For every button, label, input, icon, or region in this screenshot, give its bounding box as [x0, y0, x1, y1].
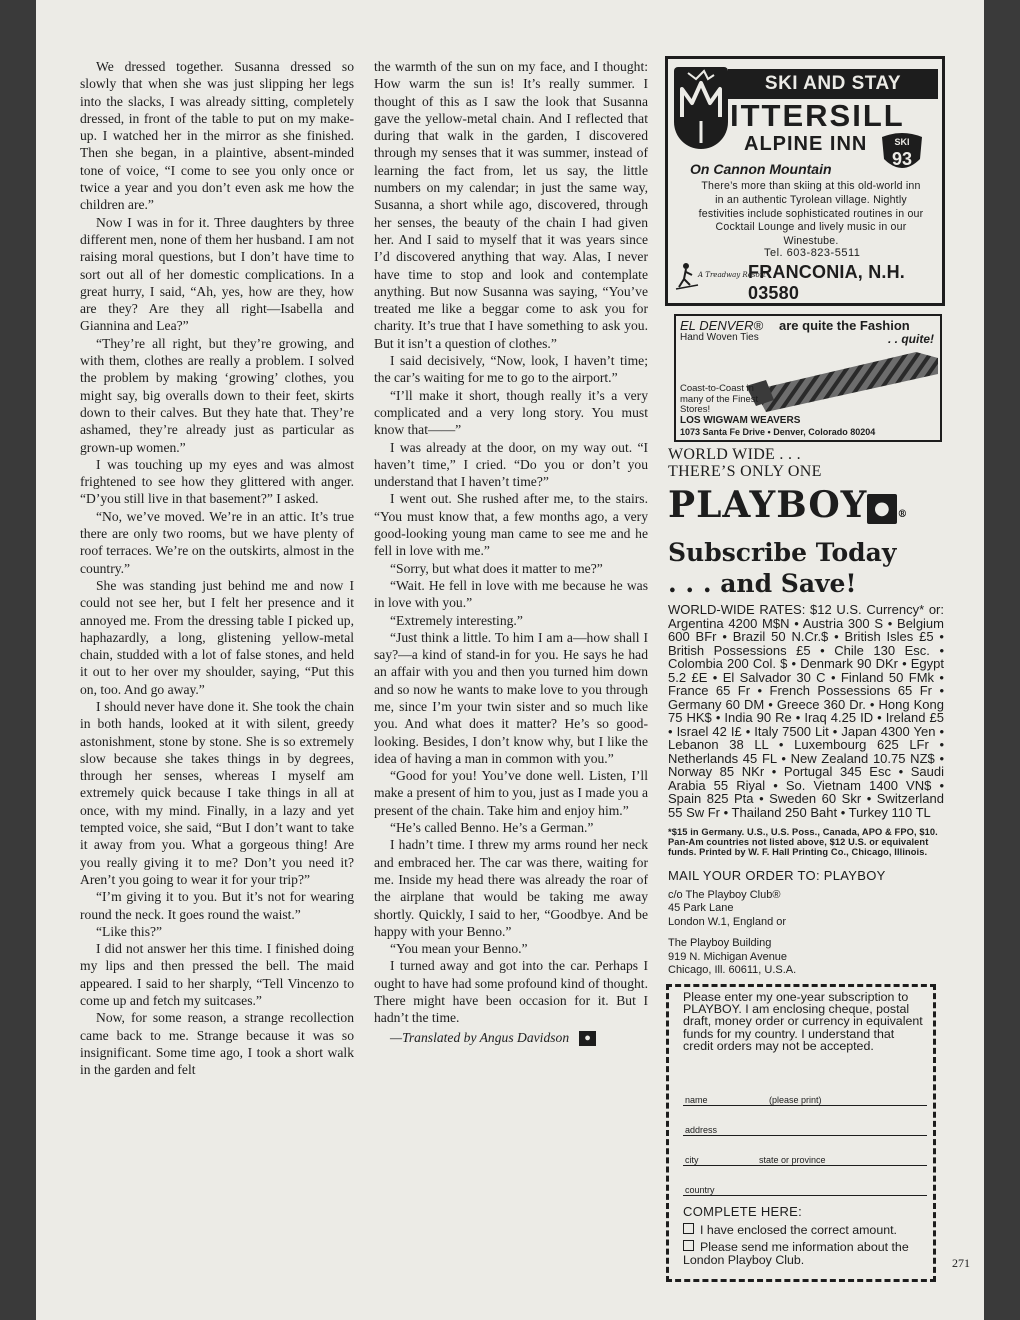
rates-footnote: *$15 in Germany. U.S., U.S. Poss., Canada, APO & FPO, $10. Pan-Am countries not listed above, $12 U.S. or equivalent funds. Printed by W. F. Hall Printing Co., Chicago, Illinois.: [668, 827, 938, 858]
paragraph: “He’s called Benno. He’s a German.”: [390, 820, 594, 836]
paragraph: “You mean your Benno.”: [390, 941, 528, 957]
paragraph: I was touching up my eyes and was almost frightened to see how they glittered with anger. “D’you still live in that basement?” I asked.: [80, 456, 354, 507]
paragraph: I turned away and got into the car. Perhaps I ought to have had some profound kind of thought. There might have been occasion for it. But I hadn’t the time.: [374, 958, 648, 1026]
paragraph: I should never have done it. She took the chain in both hands, looked at it with silent, greedy astonishment, stone by stone. She is so extremely slow because she takes things in by degrees, through her senses, whereas I myself am extremely quick because I take things in all at once, with my mind. Finally, in a lazy and yet tempted voice, she said, “But I don’t want to take it away from you. What a gorgeous thing! Are you really giving it to me? Don’t you need it? Aren’t you going to wear it for your trip?”: [80, 698, 354, 887]
bunny-end-mark-icon: ●: [579, 1031, 596, 1046]
paragraph: We dressed together. Susanna dressed so slowly that when she was just slipping her legs into the slacks, I was already sitting, completely dressed, in front of the table to put on my make-up. I watched her in the mirror as she finished. Then she began, in a plaintive, absent-minded tone of voice, “I come to see you only once or twice a year and you don’t even ask me how the children are.”: [80, 59, 354, 213]
maker-name: LOS WIGWAM WEAVERS: [680, 415, 801, 426]
phone-number: Tel. 603-823-5511: [764, 247, 861, 259]
address-field[interactable]: [683, 1135, 927, 1136]
magazine-page: [36, 0, 984, 1320]
mittersill-ad: [665, 56, 945, 306]
paragraph: “No, we’ve moved. We’re in an attic. It’s true there are only two rooms, but we have plenty of roof terraces. We’re on the outskirts, almost in the country.”: [80, 508, 354, 576]
paragraph: the warmth of the sun on my face, and I thought: How warm the sun is! It’s really summer. I thought of this as I saw the look that Susanna gave the yellow-metal chain. And I reflected that during that walk in the garden, I discovered through my senses that it was summer, instead of learning the fact from, let us say, the little numbers on my calendar; in just the same way, Susanna, a short while ago, discovered, through her senses, the beauty of the chain I had given her. And I said to myself that it was years since I’d discovered anything that way. Alas, I never have time to stop and look and contemplate anything. But now Susanna was saying, “You’ve treated me like a beggar come to ask you for charity. It’s true that I have something to ask you. But it isn’t a question of clothes.”: [374, 59, 648, 351]
paragraph: I said decisively, “Now, look, I haven’t time; the car’s waiting for me to go to the airport.”: [374, 353, 648, 386]
city-address: FRANCONIA, N.H. 03580: [748, 262, 905, 303]
paragraph: I did not answer her this time. I finished doing my lips and then pressed the bell. The maid appeared. I said to her sharply, “Tell Vincenzo to come up and fetch my suitcases.”: [80, 941, 354, 1009]
paragraph: “Good for you! You’ve done well. Listen, I’ll make a present of him to you, just as I made you a present of the chain. Take him and enjoy him.”: [374, 768, 648, 818]
address-line: London W.1, England or: [668, 915, 787, 928]
subscribe-headline: Subscribe Today: [668, 538, 897, 567]
address-line: The Playboy Building: [668, 937, 772, 950]
svg-text:SKI: SKI: [894, 137, 910, 147]
address-line: Chicago, Ill. 60611, U.S.A.: [668, 964, 797, 977]
subhead: Hand Woven Ties: [680, 332, 759, 343]
availability-text: Coast-to-Coast in many of the Finest Stores!: [680, 383, 759, 415]
paragraph: Now, for some reason, a strange recollection came back to me. Strange because it was so insignificant. Some time ago, I took a short walk in the garden and felt: [80, 1010, 354, 1078]
country-label: country: [685, 1184, 715, 1195]
worldwide-line-2: THERE’S ONLY ONE: [668, 463, 822, 480]
address-line: c/o The Playboy Club®: [668, 888, 781, 901]
rabbit-head-icon: ●: [867, 494, 897, 524]
maker-address: 1073 Santa Fe Drive • Denver, Colorado 80204: [680, 427, 876, 437]
paragraph: “Sorry, but what does it matter to me?”: [390, 560, 603, 576]
checkbox-london-club[interactable]: [683, 1240, 927, 1267]
page-number: 271: [952, 1256, 970, 1270]
svg-text:A Treadway Resort: A Treadway Resort: [698, 271, 766, 279]
paragraph: “I’m giving it to you. But it’s not for wearing round the neck. It goes round the waist.”: [80, 889, 354, 922]
story-column-1: [80, 58, 354, 1079]
name-label: name: [685, 1094, 708, 1105]
paragraph: “Just think a little. To him I am a—how shall I say?—a kind of stand-in for you. He says he had an affair with you and then you turned him down and so now he wants to make love to you through me, since I’m your twin sister and so much like you. And what does it matter? He’s so good-looking. Besides, I don’t know why, but I like the idea of having a man in common with you.”: [374, 629, 648, 766]
checkbox-label: I have enclosed the correct amount.: [700, 1222, 897, 1237]
paragraph: “They’re all right, but they’re growing, and with them, clothes are really a problem. I solved the problem by making ‘growing’ clothes, you might say, big overalls down to their feet, skirts down to their calves. But they hate that. They’re ashamed, they’re already just as particular as grown-up women.”: [80, 335, 354, 455]
save-headline: . . . and Save!: [668, 569, 857, 598]
paragraph: “Wait. He fell in love with me because he was in love with you.”: [374, 577, 648, 611]
inn-name: ITTERSILL: [730, 98, 905, 133]
paragraph: I was already at the door, on my way out. “I haven’t time,” I cried. “Do you or don’t you understand that I haven’t time?”: [374, 439, 648, 490]
mail-order-heading: MAIL YOUR ORDER TO: PLAYBOY: [668, 867, 886, 883]
checkbox-amount[interactable]: [683, 1223, 927, 1237]
paragraph: Now I was in for it. Three daughters by three different men, none of them her husband. I am not raising moral questions, but I don’t have time to sort out all of her domestic complications. In a great hurry, I said, “Ah, yes, how are they, how are they? Are they all right—Isabella and Giannina and Lea?”: [80, 214, 354, 334]
checkbox-icon[interactable]: [683, 1223, 694, 1234]
paragraph: I hadn’t time. I threw my arms round her neck and embraced her. The car was there, waiting for me. Inside my head there was already the roar of the airplane that would be taking me away shortly. Quickly, I said to her, “Goodbye. And be happy with your Benno.”: [374, 837, 648, 939]
paragraph: “I’ll make it short, though really it’s a very complicated and a very long story. You must know that——”: [374, 387, 648, 438]
paragraph: “Like this?”: [96, 923, 163, 939]
mailing-addresses: [668, 889, 944, 978]
ski-and-stay-banner: SKI AND STAY: [728, 69, 938, 99]
country-field[interactable]: [683, 1195, 927, 1196]
brand-name: EL DENVER®: [680, 318, 764, 333]
worldwide-line-1: WORLD WIDE . . .: [668, 446, 801, 463]
address-label: address: [685, 1124, 718, 1135]
credit-text: —Translated by Angus Davidson: [390, 1029, 570, 1045]
paragraph: She was standing just behind me and now I could not see her, but I felt her presence and it annoyed me. From the dressing table I picked up, haphazardly, a long, glistening yellow-metal chain, studded with a lot of false stones, and held it out to her over my shoulder, saying, “Put this on, too. And go away.”: [80, 577, 354, 697]
tagline: On Cannon Mountain: [690, 161, 832, 177]
svg-text:93: 93: [891, 149, 913, 169]
playboy-logo: [668, 483, 944, 537]
name-field[interactable]: [683, 1105, 927, 1106]
quite-tag: . . quite!: [888, 332, 934, 346]
city-state-field[interactable]: [683, 1165, 927, 1166]
complete-here-label: COMPLETE HERE:: [683, 1203, 803, 1219]
alpine-inn-label: ALPINE INN: [744, 133, 868, 155]
paragraph: “Extremely interesting.”: [390, 612, 523, 628]
checkbox-icon[interactable]: [683, 1240, 694, 1251]
state-label: state or province: [759, 1154, 826, 1165]
story-column-2: [374, 58, 648, 1046]
mittersill-logo-icon: [674, 67, 728, 149]
ad-body-text: There’s more than skiing at this old-world inn in an authentic Tyrolean village. Nightly festivities include sophisticated routines in our Cocktail Lounge and lively music in our Winestube.: [698, 180, 924, 248]
playboy-subscription-ad: [668, 446, 944, 1282]
paragraph: I went out. She rushed after me, to the stairs. “You must know that, a few months ago, a very good-looking young man came to see me and he fell in love with me.”: [374, 491, 648, 559]
checkbox-label: Please send me information about the London Playboy Club.: [683, 1239, 909, 1267]
treadway-resort-logo-icon: [676, 259, 766, 295]
el-denver-ad: [674, 314, 942, 442]
address-line: 919 N. Michigan Avenue: [668, 950, 788, 963]
registered-mark: ®: [897, 509, 909, 520]
logo-text: PLAYBOY: [668, 484, 868, 526]
subscription-coupon: [666, 984, 936, 1282]
address-line: 45 Park Lane: [668, 902, 734, 915]
route-93-shield-icon: [878, 131, 926, 175]
city-label: city: [685, 1154, 699, 1165]
print-label: (please print): [769, 1094, 822, 1105]
coupon-intro: Please enter my one-year subscription to PLAYBOY. I am enclosing cheque, postal draft, money order or currency in equivalent funds for my country. I understand that credit orders may not be accepted.: [683, 989, 923, 1054]
headline: are quite the Fashion: [779, 318, 910, 333]
rates-list: WORLD-WIDE RATES: $12 U.S. Currency* or: Argentina 4200 M$N • Austria 300 S • Belgium 600 BFr • Brazil 50 N.Cr.$ • British Isles £5 • British Possessions £5 • Chile 130 Esc. • Colombia 200 Col. $ • Denmark 90 DKr • Egypt 5.2 £E • El Salvador 30 C • Finland 50 FMk • France 65 Fr • French Possessions 65 Fr • Germany 60 DM • Greece 360 Dr. • Hong Kong 75 HK$ • India 90 Re • Iraq 4.25 ID • Ireland £5 • Israel 42 I£ • Italy 7500 Lit • Japan 4300 Yen • Lebanon 38 LL • Luxembourg 625 LFr • Netherlands 45 FL • New Zealand 10.75 NZ$ • Norway 85 NKr • Portugal 345 Esc • Saudi Arabia 55 Riyal • So. Vietnam 1400 VN$ • Spain 825 Pta • Sweden 60 Skr • Switzerland 55 Sw Fr • Thailand 250 Baht • Turkey 110 TL: [668, 602, 944, 820]
translator-credit: [374, 1029, 648, 1046]
